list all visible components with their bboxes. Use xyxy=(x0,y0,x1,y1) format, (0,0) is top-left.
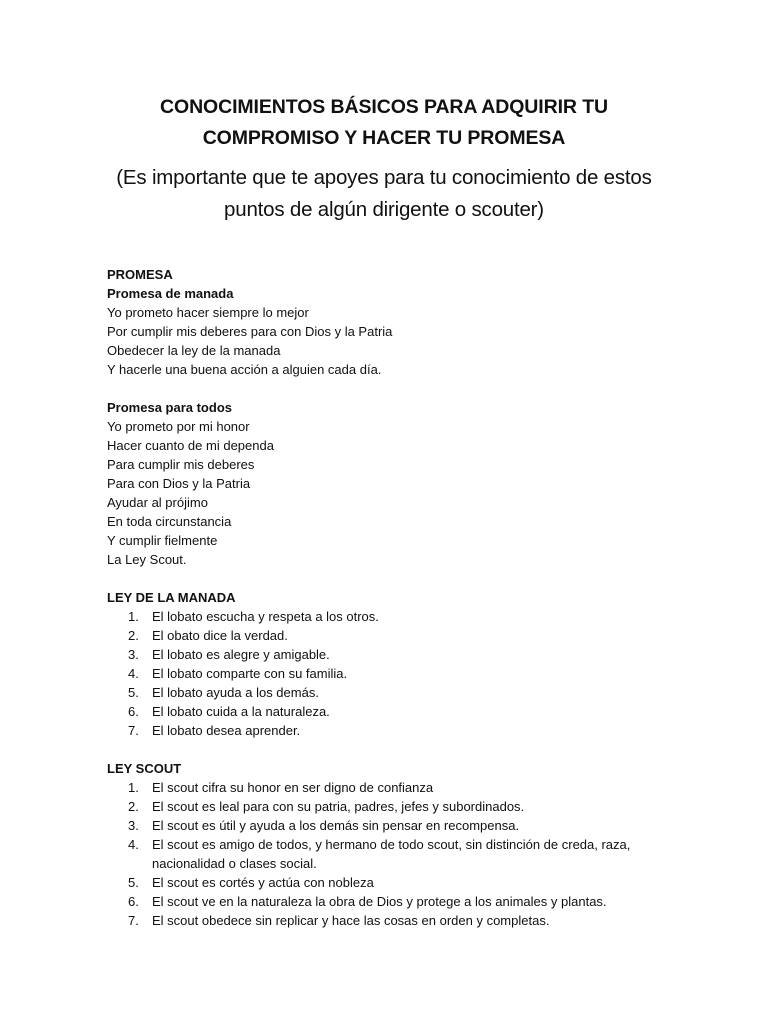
list-item xyxy=(107,683,707,702)
text-line: Para cumplir mis deberes xyxy=(107,457,255,472)
list-number: 2. xyxy=(128,799,139,814)
text-line: Yo prometo hacer siempre lo mejor xyxy=(107,305,309,320)
text-line: Obedecer la ley de la manada xyxy=(107,343,281,358)
subheading-promesa-manada: Promesa de manada xyxy=(107,286,234,301)
list-item xyxy=(107,816,707,835)
list-item xyxy=(107,607,707,626)
list-item xyxy=(107,911,707,930)
list-item xyxy=(107,626,707,645)
section-heading-promesa: PROMESA xyxy=(107,267,173,282)
list-number: 6. xyxy=(128,704,139,719)
list-number: 3. xyxy=(128,818,139,833)
text-line: En toda circunstancia xyxy=(107,514,232,529)
list-number: 5. xyxy=(128,685,139,700)
list-item-text: El obato dice la verdad. xyxy=(152,628,288,643)
list-number: 7. xyxy=(128,723,139,738)
list-item-text: El lobato desea aprender. xyxy=(152,723,301,738)
list-number: 5. xyxy=(128,875,139,890)
spacer xyxy=(107,740,707,759)
list-number: 4. xyxy=(128,837,139,852)
document-title xyxy=(60,92,708,154)
promesa-todos-text xyxy=(107,417,707,569)
document-subtitle xyxy=(40,162,728,226)
list-item xyxy=(107,664,707,683)
subtitle-line-1: (Es importante que te apoyes para tu conocimiento de estos xyxy=(116,166,652,189)
list-item-text: El scout ve en la naturaleza la obra de Dios y protege a los animales y plantas. xyxy=(152,894,607,909)
list-number: 3. xyxy=(128,647,139,662)
text-line: Para con Dios y la Patria xyxy=(107,476,251,491)
ley-manada-list xyxy=(107,607,707,740)
list-item-text: El scout obedece sin replicar y hace las cosas en orden y completas. xyxy=(152,913,550,928)
text-line: Yo prometo por mi honor xyxy=(107,419,250,434)
list-item-text: El scout es útil y ayuda a los demás sin pensar en recompensa. xyxy=(152,818,520,833)
list-item xyxy=(107,873,707,892)
promesa-manada-text xyxy=(107,303,707,379)
list-number: 7. xyxy=(128,913,139,928)
section-heading-ley-scout: LEY SCOUT xyxy=(107,761,182,776)
subheading-promesa-todos: Promesa para todos xyxy=(107,400,232,415)
list-number: 1. xyxy=(128,609,139,624)
list-item-text: El lobato comparte con su familia. xyxy=(152,666,348,681)
text-line: La Ley Scout. xyxy=(107,552,187,567)
list-item-text: El scout es amigo de todos, y hermano de todo scout, sin distinción de creda, raza, nacionalidad o clases social. xyxy=(152,837,631,871)
list-number: 6. xyxy=(128,894,139,909)
title-line-2: COMPROMISO Y HACER TU PROMESA xyxy=(202,127,566,149)
list-item xyxy=(107,892,707,911)
text-line: Hacer cuanto de mi dependa xyxy=(107,438,274,453)
spacer xyxy=(107,379,707,398)
list-item-text: El scout es cortés y actúa con nobleza xyxy=(152,875,374,890)
list-item xyxy=(107,721,707,740)
list-item-text: El scout cifra su honor en ser digno de confianza xyxy=(152,780,434,795)
list-item xyxy=(107,702,707,721)
subtitle-line-2: puntos de algún dirigente o scouter) xyxy=(224,198,544,221)
section-heading-ley-manada: LEY DE LA MANADA xyxy=(107,590,236,605)
list-item xyxy=(107,778,707,797)
document-body xyxy=(107,265,707,930)
text-line: Y hacerle una buena acción a alguien cada día. xyxy=(107,362,382,377)
ley-scout-list xyxy=(107,778,707,930)
list-number: 4. xyxy=(128,666,139,681)
list-item-text: El lobato ayuda a los demás. xyxy=(152,685,319,700)
text-line: Ayudar al prójimo xyxy=(107,495,208,510)
spacer xyxy=(107,569,707,588)
text-line: Y cumplir fielmente xyxy=(107,533,218,548)
list-item xyxy=(107,797,707,816)
text-line: Por cumplir mis deberes para con Dios y la Patria xyxy=(107,324,393,339)
list-item-text: El lobato es alegre y amigable. xyxy=(152,647,330,662)
list-number: 1. xyxy=(128,780,139,795)
list-item xyxy=(107,835,707,873)
list-item-text: El lobato escucha y respeta a los otros. xyxy=(152,609,379,624)
list-item-text: El lobato cuida a la naturaleza. xyxy=(152,704,330,719)
list-number: 2. xyxy=(128,628,139,643)
list-item-text: El scout es leal para con su patria, padres, jefes y subordinados. xyxy=(152,799,525,814)
list-item xyxy=(107,645,707,664)
title-line-1: CONOCIMIENTOS BÁSICOS PARA ADQUIRIR TU xyxy=(160,96,608,118)
